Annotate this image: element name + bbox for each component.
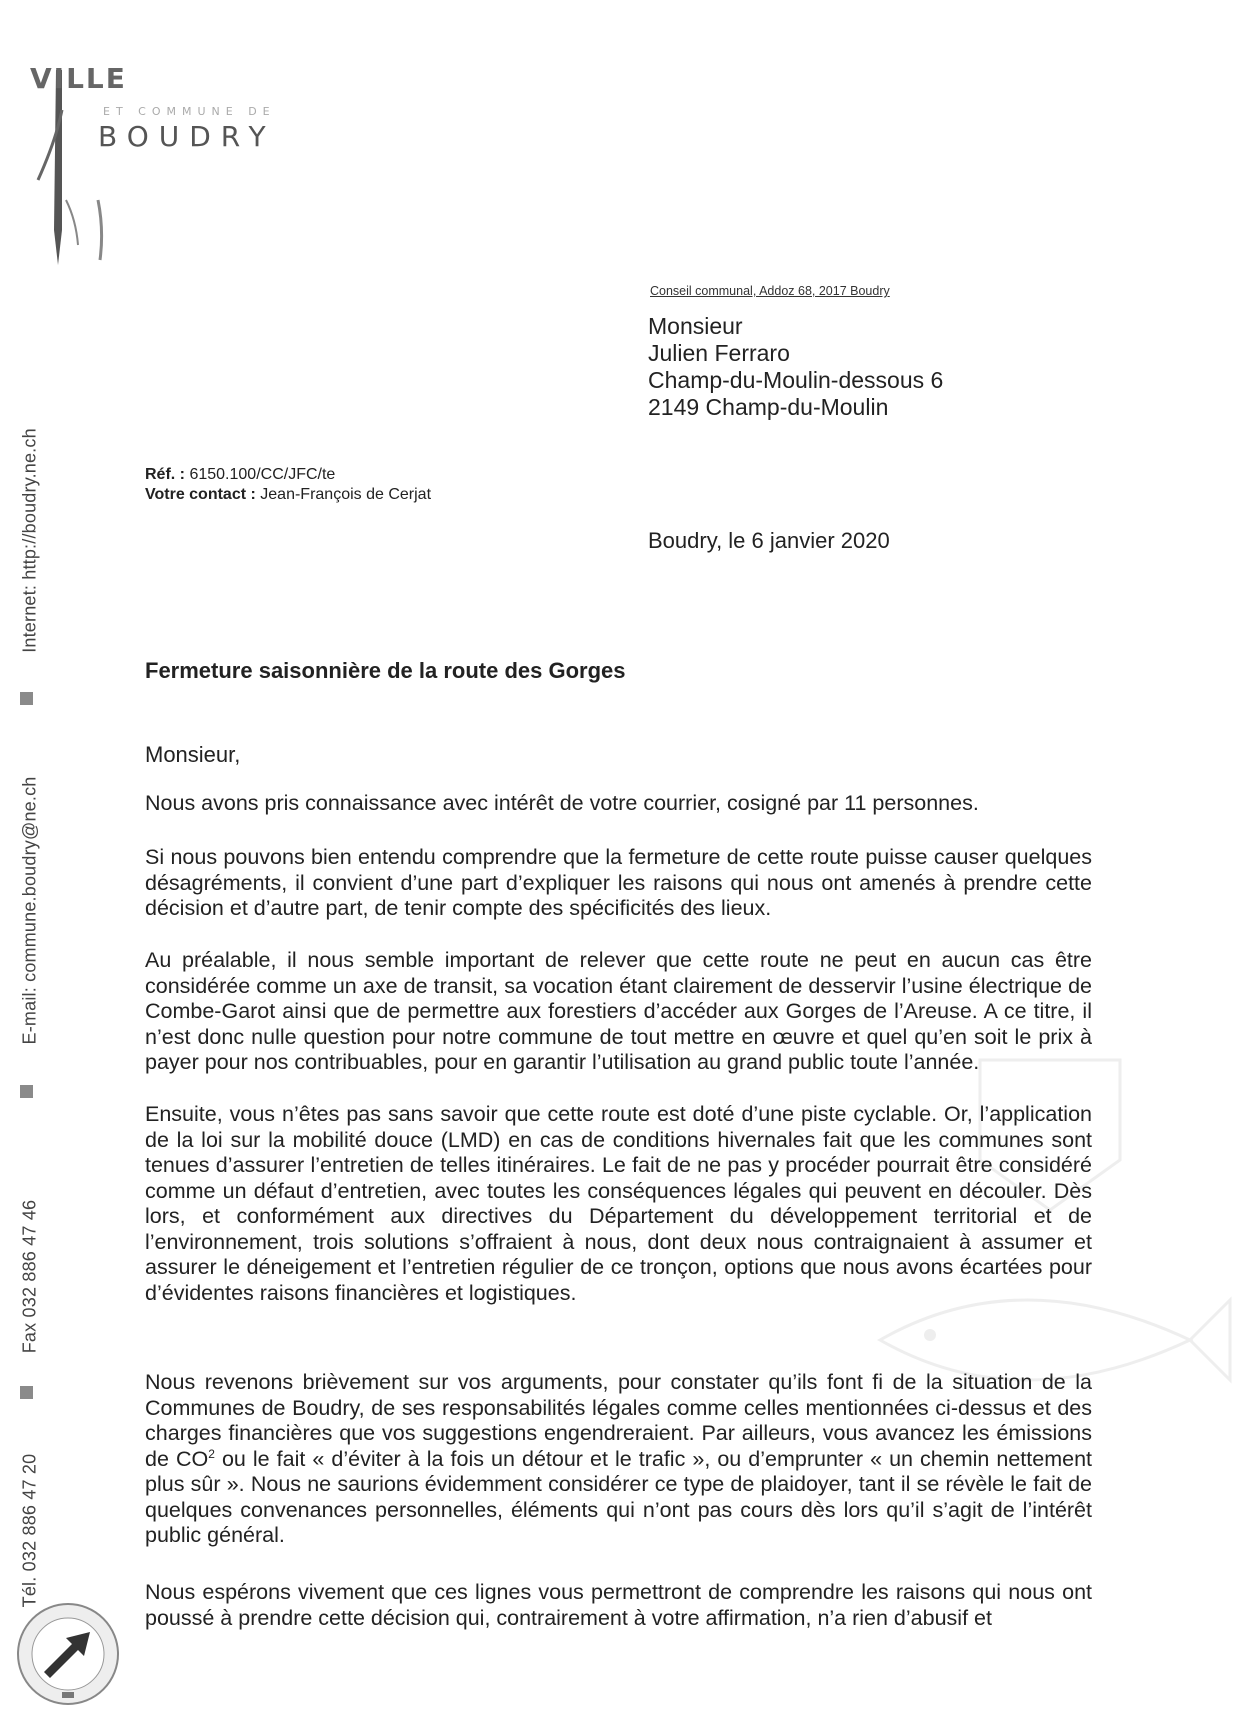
co2-subscript: 2 [208, 1446, 215, 1461]
body-paragraph: Au préalable, il nous semble important de relever que cette route ne peut en aucun cas être considérée comme un axe de transit, sa vocation étant clairement de desservir l’usine électrique de Combe-Garot ainsi que de permettre aux forestiers d’accéder aux Gorges de l’Areuse. A ce titre, il n’est donc nulle question pour notre commune de tout mettre en œuvre et quel qu’en soit le prix à payer pour nos contribuables, pour en garantir l’utilisation au grand public toute l’année. [145, 948, 1092, 1074]
body-paragraph-part: ou le fait « d’éviter à la fois un détour et le trafic », ou d’emprunter « un chemin nettement plus sûr ». Nous ne saurions évidemment considérer ce type de plaidoyer, tant il se révèle le fait de quelques convenances personnelles, éléments qui n’ont pas cours dès lors qu’il s’agit de l’intérêt public général. [145, 1446, 1092, 1547]
letter-date: Boudry, le 6 janvier 2020 [648, 528, 890, 553]
recipient-address [648, 313, 943, 421]
sender-address: Conseil communal, Addoz 68, 2017 Boudry [650, 284, 890, 298]
body-paragraph-part: Nous revenons brièvement sur vos arguments, pour constater qu’ils font fi de la situation de la Communes de Boudry, de ses responsabilités légales comme celles mentionnées ci-dessus et des charges financières que vos suggestions engendreraient. Par ailleurs, vous avancez les émissions de CO [145, 1370, 1092, 1471]
sidebar-internet: Internet: http://boudry.ne.ch [19, 428, 40, 653]
recipient-city: 2149 Champ-du-Moulin [648, 394, 889, 420]
body-paragraph: Nous avons pris connaissance avec intérêt de votre courrier, cosigné par 11 personnes. [145, 791, 979, 815]
sidebar-divider [20, 1386, 33, 1399]
body-paragraph [145, 1370, 1092, 1549]
sidebar-divider [20, 692, 33, 705]
logo-ville-text: VILLE [30, 62, 127, 95]
contact-label: Votre contact : [145, 486, 256, 503]
sidebar-tel: Tél. 032 886 47 20 [19, 1453, 40, 1608]
recipient-title: Monsieur [648, 313, 743, 339]
sidebar-fax: Fax 032 886 47 46 [19, 1199, 40, 1354]
sidebar-email: E-mail: commune.boudry@ne.ch [19, 776, 40, 1045]
contact-value: Jean-François de Cerjat [260, 486, 432, 503]
sidebar-divider [20, 1085, 33, 1098]
letter-subject: Fermeture saisonnière de la route des Gorges [145, 658, 626, 683]
logo-boudry-text: BOUDRY [98, 120, 276, 153]
reference-block [145, 465, 431, 505]
certification-seal [14, 1600, 122, 1708]
recipient-street: Champ-du-Moulin-dessous 6 [648, 367, 944, 393]
logo-subtitle-text: ET COMMUNE DE [103, 105, 276, 118]
boudry-logo [18, 50, 348, 300]
body-paragraph: Si nous pouvons bien entendu comprendre que la fermeture de cette route puisse causer quelques désagréments, il convient d’une part d’expliquer les raisons qui nous ont amenés à prendre cette décision et d’autre part, de tenir compte des spécificités des lieux. [145, 845, 1092, 920]
body-paragraph: Nous espérons vivement que ces lignes vous permettront de comprendre les raisons qui nous ont poussé à prendre cette décision qui, contrairement à votre affirmation, n’a rien d’abusif et [145, 1580, 1092, 1630]
body-paragraph: Ensuite, vous n’êtes pas sans savoir que cette route est doté d’une piste cyclable. Or, l’application de la loi sur la mobilité douce (LMD) en cas de conditions hivernales fait que les communes sont tenues d’assurer l’entretien de telles itinéraires. Le fait de ne pas y procéder pourrait être considéré comme un défaut d’entretien, avec toutes les conséquences légales qui peuvent en découler. Dès lors, et conformément aux directives du Département du développement territorial et de l’environnement, trois solutions s’offraient à nous, dont deux nous contraignaient à assumer et assurer le déneigement et l’entretien régulier de ce tronçon, options que nous avons écartées pour d’évidentes raisons financières et logistiques. [145, 1102, 1092, 1305]
ref-label: Réf. : [145, 466, 185, 483]
salutation: Monsieur, [145, 742, 241, 767]
ref-value: 6150.100/CC/JFC/te [189, 466, 336, 483]
recipient-name: Julien Ferraro [648, 340, 790, 366]
